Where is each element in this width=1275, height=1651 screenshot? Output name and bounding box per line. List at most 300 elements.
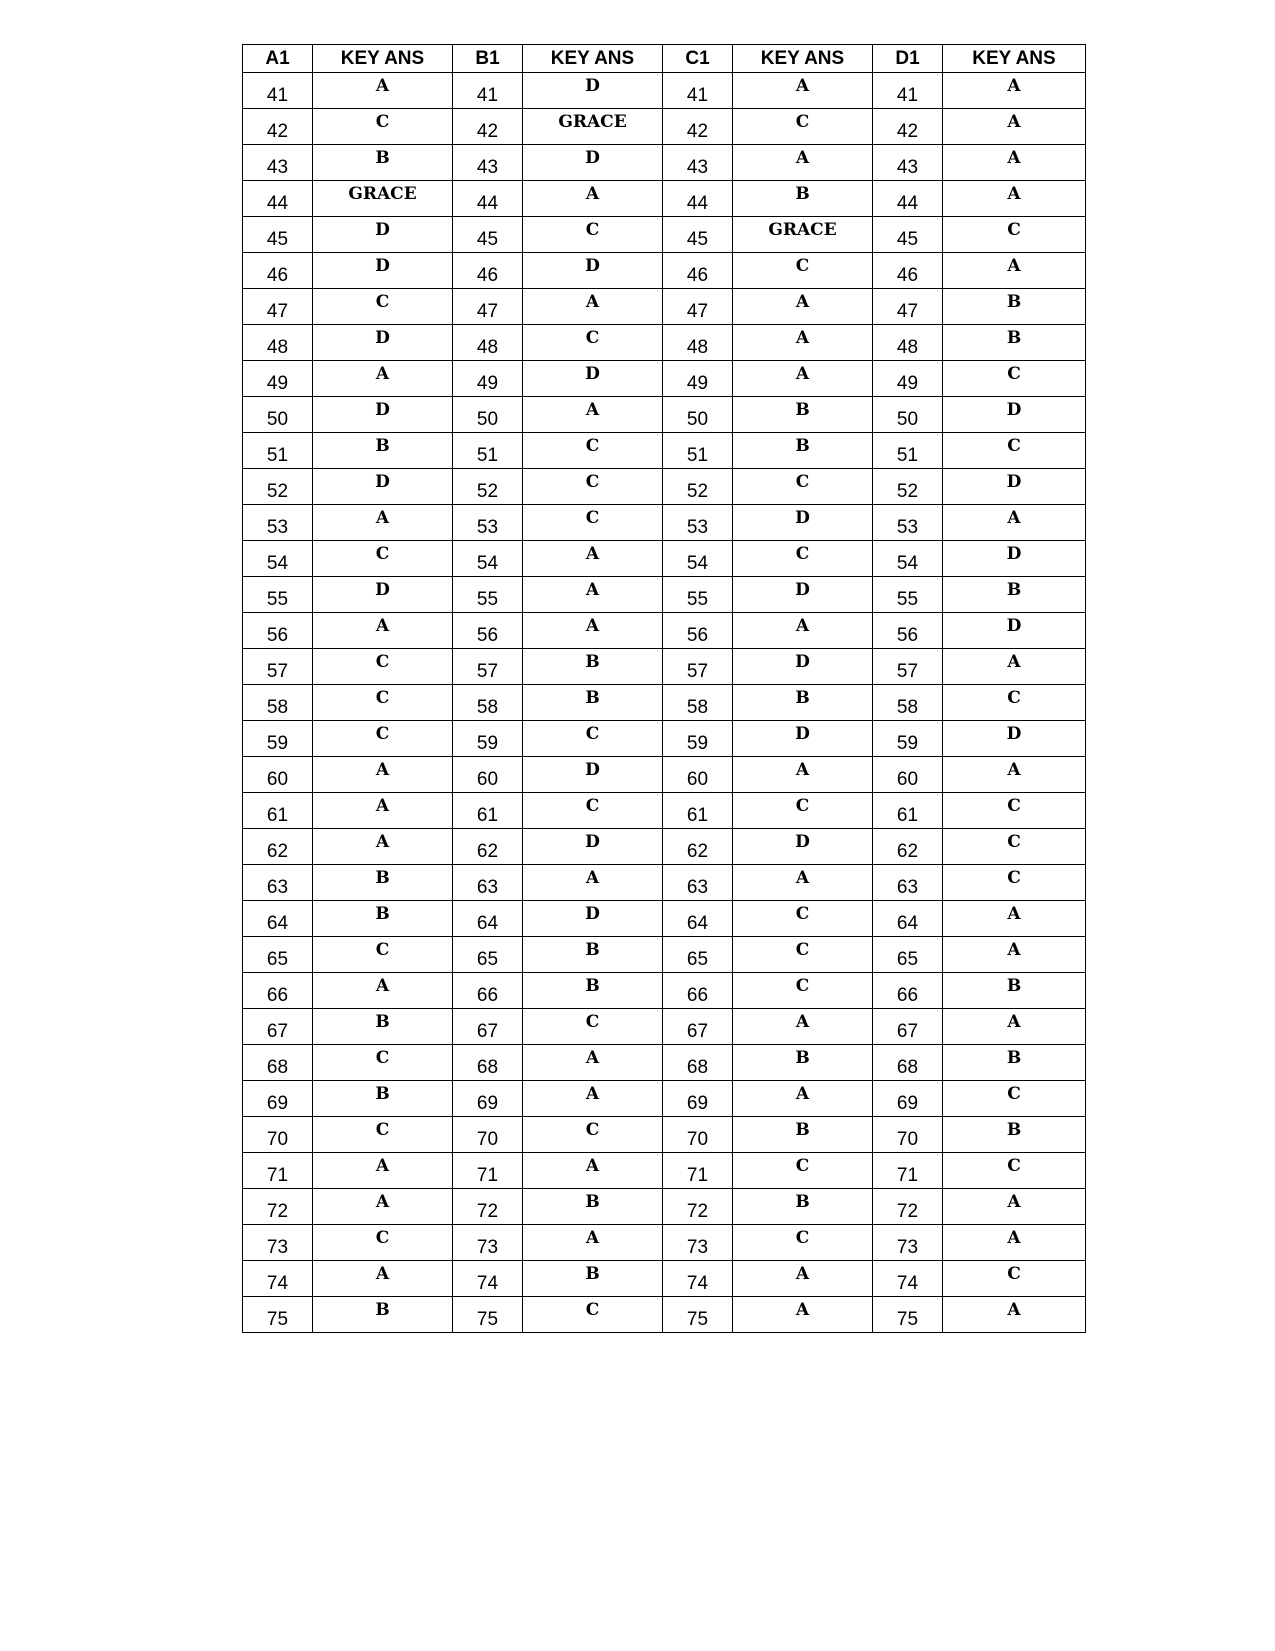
question-number-b: 55 <box>453 577 523 613</box>
table-row <box>243 1261 1086 1297</box>
question-number-a: 60 <box>243 757 313 793</box>
key-answer-b: A <box>523 1081 663 1117</box>
key-answer-b: C <box>523 793 663 829</box>
question-number-b: 62 <box>453 829 523 865</box>
key-answer-d: C <box>943 1153 1086 1189</box>
table-row <box>243 1297 1086 1333</box>
question-number-d: 65 <box>873 937 943 973</box>
key-answer-a: C <box>313 685 453 721</box>
question-number-a: 56 <box>243 613 313 649</box>
question-number-d: 66 <box>873 973 943 1009</box>
question-number-c: 56 <box>663 613 733 649</box>
key-answer-b: D <box>523 901 663 937</box>
question-number-b: 50 <box>453 397 523 433</box>
key-answer-d: C <box>943 433 1086 469</box>
question-number-a: 55 <box>243 577 313 613</box>
question-number-a: 73 <box>243 1225 313 1261</box>
question-number-c: 41 <box>663 73 733 109</box>
table-row <box>243 901 1086 937</box>
key-answer-c: A <box>733 145 873 181</box>
key-answer-b: D <box>523 145 663 181</box>
key-answer-a: D <box>313 397 453 433</box>
question-number-a: 74 <box>243 1261 313 1297</box>
key-answer-c: C <box>733 937 873 973</box>
key-answer-c: C <box>733 973 873 1009</box>
key-answer-c: C <box>733 253 873 289</box>
question-number-a: 67 <box>243 1009 313 1045</box>
question-number-a: 61 <box>243 793 313 829</box>
key-answer-b: D <box>523 757 663 793</box>
key-answer-c: A <box>733 289 873 325</box>
question-number-c: 69 <box>663 1081 733 1117</box>
key-answer-a: B <box>313 901 453 937</box>
key-answer-a: A <box>313 829 453 865</box>
question-number-a: 52 <box>243 469 313 505</box>
key-answer-d: C <box>943 1081 1086 1117</box>
question-number-c: 45 <box>663 217 733 253</box>
table-row <box>243 469 1086 505</box>
question-number-d: 48 <box>873 325 943 361</box>
table-row <box>243 1153 1086 1189</box>
header-key-ans-a: KEY ANS <box>313 45 453 73</box>
table-row <box>243 865 1086 901</box>
question-number-b: 48 <box>453 325 523 361</box>
table-row <box>243 1189 1086 1225</box>
key-answer-c: A <box>733 73 873 109</box>
table-row <box>243 1081 1086 1117</box>
key-answer-c: A <box>733 1297 873 1333</box>
key-answer-d: B <box>943 973 1086 1009</box>
key-answer-b: A <box>523 613 663 649</box>
table-row <box>243 937 1086 973</box>
key-answer-c: C <box>733 901 873 937</box>
question-number-a: 70 <box>243 1117 313 1153</box>
question-number-b: 69 <box>453 1081 523 1117</box>
question-number-d: 42 <box>873 109 943 145</box>
key-answer-d: D <box>943 397 1086 433</box>
key-answer-c: B <box>733 1117 873 1153</box>
key-answer-b: B <box>523 973 663 1009</box>
key-answer-d: A <box>943 181 1086 217</box>
key-answer-a: D <box>313 469 453 505</box>
key-answer-b: D <box>523 73 663 109</box>
key-answer-b: B <box>523 937 663 973</box>
key-answer-c: B <box>733 181 873 217</box>
table-row <box>243 1009 1086 1045</box>
question-number-b: 41 <box>453 73 523 109</box>
key-answer-c: B <box>733 1189 873 1225</box>
key-answer-d: B <box>943 325 1086 361</box>
key-answer-b: C <box>523 721 663 757</box>
key-answer-b: C <box>523 469 663 505</box>
question-number-a: 57 <box>243 649 313 685</box>
question-number-c: 70 <box>663 1117 733 1153</box>
key-answer-b: D <box>523 361 663 397</box>
question-number-b: 66 <box>453 973 523 1009</box>
question-number-c: 57 <box>663 649 733 685</box>
question-number-a: 47 <box>243 289 313 325</box>
key-answer-c: C <box>733 1225 873 1261</box>
question-number-d: 44 <box>873 181 943 217</box>
table-row <box>243 73 1086 109</box>
table-row <box>243 217 1086 253</box>
key-answer-d: A <box>943 1009 1086 1045</box>
question-number-a: 66 <box>243 973 313 1009</box>
key-answer-d: A <box>943 901 1086 937</box>
key-answer-b: B <box>523 1261 663 1297</box>
table-row <box>243 541 1086 577</box>
key-answer-c: B <box>733 397 873 433</box>
question-number-d: 68 <box>873 1045 943 1081</box>
table-row <box>243 1225 1086 1261</box>
table-row <box>243 361 1086 397</box>
question-number-a: 50 <box>243 397 313 433</box>
question-number-a: 43 <box>243 145 313 181</box>
key-answer-b: A <box>523 1153 663 1189</box>
question-number-a: 65 <box>243 937 313 973</box>
key-answer-a: A <box>313 757 453 793</box>
key-answer-a: C <box>313 109 453 145</box>
question-number-c: 61 <box>663 793 733 829</box>
question-number-d: 54 <box>873 541 943 577</box>
question-number-a: 45 <box>243 217 313 253</box>
question-number-b: 59 <box>453 721 523 757</box>
key-answer-b: C <box>523 505 663 541</box>
header-a1: A1 <box>243 45 313 73</box>
key-answer-a: D <box>313 217 453 253</box>
question-number-a: 62 <box>243 829 313 865</box>
question-number-a: 53 <box>243 505 313 541</box>
question-number-d: 72 <box>873 1189 943 1225</box>
table-row <box>243 181 1086 217</box>
header-key-ans-c: KEY ANS <box>733 45 873 73</box>
question-number-b: 49 <box>453 361 523 397</box>
key-answer-c: A <box>733 325 873 361</box>
key-answer-b: C <box>523 433 663 469</box>
table-header <box>243 45 1086 73</box>
key-answer-d: A <box>943 253 1086 289</box>
question-number-c: 71 <box>663 1153 733 1189</box>
header-key-ans-d: KEY ANS <box>943 45 1086 73</box>
question-number-c: 55 <box>663 577 733 613</box>
key-answer-d: A <box>943 1225 1086 1261</box>
question-number-b: 74 <box>453 1261 523 1297</box>
question-number-d: 60 <box>873 757 943 793</box>
key-answer-d: C <box>943 217 1086 253</box>
header-d1: D1 <box>873 45 943 73</box>
question-number-b: 71 <box>453 1153 523 1189</box>
key-answer-c: D <box>733 829 873 865</box>
key-answer-d: A <box>943 937 1086 973</box>
question-number-c: 73 <box>663 1225 733 1261</box>
question-number-b: 64 <box>453 901 523 937</box>
table-row <box>243 145 1086 181</box>
key-answer-a: A <box>313 361 453 397</box>
question-number-a: 48 <box>243 325 313 361</box>
question-number-c: 58 <box>663 685 733 721</box>
key-answer-d: C <box>943 829 1086 865</box>
question-number-d: 46 <box>873 253 943 289</box>
key-answer-d: A <box>943 73 1086 109</box>
question-number-b: 57 <box>453 649 523 685</box>
question-number-c: 60 <box>663 757 733 793</box>
key-answer-a: D <box>313 577 453 613</box>
key-answer-c: A <box>733 361 873 397</box>
question-number-d: 57 <box>873 649 943 685</box>
question-number-d: 49 <box>873 361 943 397</box>
question-number-d: 52 <box>873 469 943 505</box>
question-number-b: 56 <box>453 613 523 649</box>
question-number-a: 49 <box>243 361 313 397</box>
question-number-b: 47 <box>453 289 523 325</box>
key-answer-a: B <box>313 865 453 901</box>
header-c1: C1 <box>663 45 733 73</box>
question-number-b: 46 <box>453 253 523 289</box>
question-number-a: 68 <box>243 1045 313 1081</box>
question-number-b: 51 <box>453 433 523 469</box>
key-answer-d: D <box>943 721 1086 757</box>
key-answer-a: C <box>313 1117 453 1153</box>
question-number-b: 53 <box>453 505 523 541</box>
key-answer-c: C <box>733 541 873 577</box>
key-answer-d: B <box>943 1117 1086 1153</box>
table-row <box>243 289 1086 325</box>
question-number-c: 44 <box>663 181 733 217</box>
table-row <box>243 433 1086 469</box>
key-answer-a: B <box>313 1009 453 1045</box>
key-answer-a: D <box>313 253 453 289</box>
question-number-b: 72 <box>453 1189 523 1225</box>
key-answer-d: D <box>943 469 1086 505</box>
question-number-c: 62 <box>663 829 733 865</box>
question-number-d: 45 <box>873 217 943 253</box>
question-number-c: 50 <box>663 397 733 433</box>
question-number-c: 66 <box>663 973 733 1009</box>
question-number-a: 51 <box>243 433 313 469</box>
key-answer-d: A <box>943 1189 1086 1225</box>
key-answer-b: C <box>523 217 663 253</box>
key-answer-a: C <box>313 289 453 325</box>
key-answer-a: C <box>313 541 453 577</box>
question-number-c: 52 <box>663 469 733 505</box>
key-answer-d: C <box>943 793 1086 829</box>
question-number-d: 63 <box>873 865 943 901</box>
key-answer-b: A <box>523 289 663 325</box>
question-number-a: 72 <box>243 1189 313 1225</box>
key-answer-d: A <box>943 1297 1086 1333</box>
question-number-c: 49 <box>663 361 733 397</box>
key-answer-b: B <box>523 1189 663 1225</box>
question-number-d: 71 <box>873 1153 943 1189</box>
key-answer-a: A <box>313 973 453 1009</box>
question-number-c: 63 <box>663 865 733 901</box>
key-answer-c: D <box>733 649 873 685</box>
question-number-a: 54 <box>243 541 313 577</box>
question-number-a: 71 <box>243 1153 313 1189</box>
key-answer-b: C <box>523 325 663 361</box>
key-answer-a: C <box>313 721 453 757</box>
question-number-c: 75 <box>663 1297 733 1333</box>
question-number-c: 47 <box>663 289 733 325</box>
table-row <box>243 577 1086 613</box>
question-number-a: 64 <box>243 901 313 937</box>
key-answer-d: A <box>943 505 1086 541</box>
question-number-c: 72 <box>663 1189 733 1225</box>
key-answer-a: C <box>313 937 453 973</box>
question-number-d: 50 <box>873 397 943 433</box>
key-answer-c: C <box>733 793 873 829</box>
table-row <box>243 253 1086 289</box>
key-answer-d: A <box>943 649 1086 685</box>
question-number-a: 58 <box>243 685 313 721</box>
question-number-d: 74 <box>873 1261 943 1297</box>
question-number-a: 46 <box>243 253 313 289</box>
table-row <box>243 829 1086 865</box>
key-answer-c: A <box>733 1261 873 1297</box>
question-number-a: 63 <box>243 865 313 901</box>
question-number-d: 59 <box>873 721 943 757</box>
key-answer-c: C <box>733 469 873 505</box>
key-answer-a: A <box>313 1261 453 1297</box>
key-answer-b: C <box>523 1297 663 1333</box>
question-number-d: 47 <box>873 289 943 325</box>
key-answer-a: A <box>313 73 453 109</box>
key-answer-a: C <box>313 1225 453 1261</box>
key-answer-a: A <box>313 793 453 829</box>
key-answer-c: C <box>733 1153 873 1189</box>
question-number-d: 56 <box>873 613 943 649</box>
key-answer-a: B <box>313 433 453 469</box>
question-number-c: 67 <box>663 1009 733 1045</box>
question-number-d: 62 <box>873 829 943 865</box>
question-number-a: 75 <box>243 1297 313 1333</box>
question-number-a: 69 <box>243 1081 313 1117</box>
question-number-b: 60 <box>453 757 523 793</box>
header-key-ans-b: KEY ANS <box>523 45 663 73</box>
key-answer-c: D <box>733 577 873 613</box>
table-row <box>243 721 1086 757</box>
table-row <box>243 1117 1086 1153</box>
key-answer-d: D <box>943 613 1086 649</box>
key-answer-c: A <box>733 757 873 793</box>
key-answer-b: D <box>523 829 663 865</box>
key-answer-b: A <box>523 1045 663 1081</box>
question-number-c: 46 <box>663 253 733 289</box>
key-answer-c: D <box>733 505 873 541</box>
table-row <box>243 1045 1086 1081</box>
table-row <box>243 397 1086 433</box>
key-answer-b: C <box>523 1009 663 1045</box>
question-number-a: 59 <box>243 721 313 757</box>
question-number-d: 58 <box>873 685 943 721</box>
key-answer-d: B <box>943 1045 1086 1081</box>
question-number-b: 45 <box>453 217 523 253</box>
table-row <box>243 613 1086 649</box>
question-number-a: 44 <box>243 181 313 217</box>
question-number-c: 48 <box>663 325 733 361</box>
table-row <box>243 757 1086 793</box>
question-number-c: 74 <box>663 1261 733 1297</box>
key-answer-b: A <box>523 397 663 433</box>
key-answer-b: B <box>523 685 663 721</box>
key-answer-d: C <box>943 685 1086 721</box>
key-answer-d: B <box>943 577 1086 613</box>
question-number-c: 51 <box>663 433 733 469</box>
key-answer-a: GRACE <box>313 181 453 217</box>
key-answer-a: D <box>313 325 453 361</box>
question-number-d: 51 <box>873 433 943 469</box>
question-number-d: 64 <box>873 901 943 937</box>
key-answer-a: C <box>313 649 453 685</box>
question-number-c: 65 <box>663 937 733 973</box>
key-answer-d: C <box>943 865 1086 901</box>
question-number-c: 43 <box>663 145 733 181</box>
question-number-a: 41 <box>243 73 313 109</box>
header-b1: B1 <box>453 45 523 73</box>
question-number-d: 69 <box>873 1081 943 1117</box>
key-answer-b: A <box>523 1225 663 1261</box>
question-number-c: 53 <box>663 505 733 541</box>
question-number-d: 41 <box>873 73 943 109</box>
question-number-d: 43 <box>873 145 943 181</box>
key-answer-c: D <box>733 721 873 757</box>
question-number-b: 68 <box>453 1045 523 1081</box>
key-answer-b: B <box>523 649 663 685</box>
question-number-b: 43 <box>453 145 523 181</box>
question-number-d: 73 <box>873 1225 943 1261</box>
question-number-d: 55 <box>873 577 943 613</box>
table-row <box>243 973 1086 1009</box>
key-answer-c: B <box>733 433 873 469</box>
key-answer-b: A <box>523 577 663 613</box>
key-answer-c: A <box>733 1009 873 1045</box>
table-row <box>243 685 1086 721</box>
question-number-c: 42 <box>663 109 733 145</box>
key-answer-a: A <box>313 1153 453 1189</box>
question-number-b: 70 <box>453 1117 523 1153</box>
table-row <box>243 793 1086 829</box>
key-answer-d: C <box>943 361 1086 397</box>
key-answer-a: A <box>313 613 453 649</box>
key-answer-a: A <box>313 1189 453 1225</box>
key-answer-c: GRACE <box>733 217 873 253</box>
key-answer-b: C <box>523 1117 663 1153</box>
table-row <box>243 649 1086 685</box>
table-row <box>243 505 1086 541</box>
question-number-c: 54 <box>663 541 733 577</box>
key-answer-c: A <box>733 613 873 649</box>
header-row <box>243 45 1086 73</box>
question-number-b: 44 <box>453 181 523 217</box>
question-number-b: 75 <box>453 1297 523 1333</box>
table-row <box>243 109 1086 145</box>
answer-key-table <box>242 44 1086 1333</box>
key-answer-a: B <box>313 1081 453 1117</box>
question-number-b: 61 <box>453 793 523 829</box>
question-number-d: 61 <box>873 793 943 829</box>
key-answer-a: A <box>313 505 453 541</box>
table-row <box>243 325 1086 361</box>
question-number-b: 52 <box>453 469 523 505</box>
question-number-d: 53 <box>873 505 943 541</box>
table-body <box>243 73 1086 1333</box>
question-number-a: 42 <box>243 109 313 145</box>
key-answer-b: A <box>523 181 663 217</box>
question-number-b: 65 <box>453 937 523 973</box>
key-answer-d: A <box>943 109 1086 145</box>
key-answer-a: B <box>313 1297 453 1333</box>
key-answer-b: A <box>523 865 663 901</box>
